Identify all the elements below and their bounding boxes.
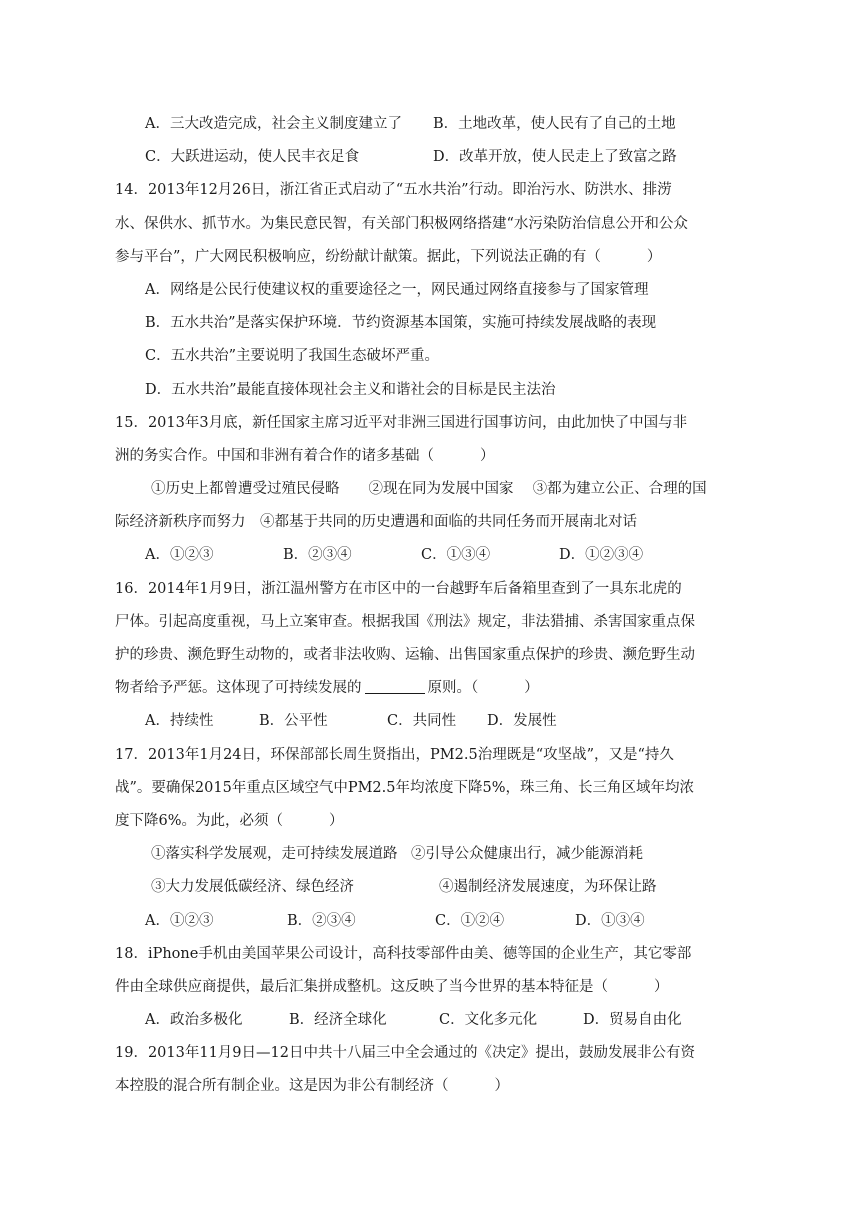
q15-stem-end: ） [480, 447, 495, 464]
q14-stem-line: 水、保供水、抓节水。为集民意民智，有关部门积极网络搭建“水污染防治信息公开和公众 [115, 215, 688, 232]
question-content [115, 108, 735, 1104]
q17-stem-end: ） [329, 812, 344, 829]
q17-items-row1 [115, 838, 735, 871]
q17-option-a: A．①②③ [145, 912, 214, 929]
q14-stem-line [115, 241, 735, 274]
q15-option-c: C．①③④ [421, 547, 491, 564]
q13-option-a: A．三大改造完成，社会主义制度建立了 [145, 116, 402, 132]
q15-stem-text: 洲的务实合作。中国和非洲有着合作的诸多基础（ [115, 447, 434, 464]
q14-stem-line: 14．2013年12月26日，浙江省正式启动了“五水共治”行动。即治污水、防洪水、排涝 [115, 182, 672, 199]
q14-stem-text: 参与平台”，广大网民积极响应，纷纷献计献策。据此，下列说法正确的有（ [115, 248, 601, 265]
q17-items-row2 [115, 871, 735, 904]
q16-stem-line: 尸体。引起高度重视，马上立案审查。根据我国《刑法》规定，非法猎捕、杀害国家重点保 [115, 613, 695, 630]
q16-answer-blank [365, 679, 425, 695]
q13-option-c: C．大跃进运动，使人民丰衣足食 [145, 149, 360, 166]
q16-stem-end: ） [524, 680, 539, 697]
q16-option-c: C．共同性 [387, 713, 457, 730]
q16-options [115, 705, 735, 738]
q17-item-2: ②引导公众健康出行，减少能源消耗 [411, 846, 643, 863]
q18-option-d: D．贸易自由化 [583, 1012, 682, 1029]
q14-option-b: B．五水共治”是落实保护环境．节约资源基本国策，实施可持续发展战略的表现 [145, 315, 657, 332]
q15-option-b: B．②③④ [283, 547, 352, 564]
q17-option-c: C．①②④ [435, 912, 505, 929]
q17-stem-line [115, 805, 735, 838]
q15-items-line: 际经济新秩序而努力 ④都基于共同的历史遭遇和面临的共同任务而开展南北对话 [115, 514, 637, 531]
q17-options [115, 905, 735, 938]
q13-option-b: B．土地改革，使人民有了自己的土地 [433, 116, 676, 132]
q17-stem-line: 战”。要确保2015年重点区域空气中PM2.5年均浓度下降5%，珠三角、长三角区域年均浓 [115, 779, 694, 796]
q16-stem-text: 原则。（ [427, 680, 479, 697]
q16-option-b: B．公平性 [259, 713, 328, 730]
q18-options [115, 1004, 735, 1037]
q16-stem-line: 16．2014年1月9日，浙江温州警方在市区中的一台越野车后备箱里查到了一具东北虎的 [115, 580, 682, 597]
q18-stem-end: ） [654, 978, 669, 995]
q17-item-4: ④遏制经济发展速度，为环保让路 [439, 879, 657, 896]
q14-option-d: D．五水共治”最能直接体现社会主义和谐社会的目标是民主法治 [145, 381, 556, 398]
q14-option-a: A．网络是公民行使建议权的重要途径之一，网民通过网络直接参与了国家管理 [145, 281, 649, 298]
q16-stem-line: 护的珍贵、濒危野生动物的，或者非法收购、运输、出售国家重点保护的珍贵、濒危野生动 [115, 647, 695, 663]
q15-options [115, 539, 735, 572]
q18-option-a: A．政治多极化 [145, 1012, 243, 1029]
q13-options-row2 [115, 141, 735, 174]
q17-item-3: ③大力发展低碳经济、绿色经济 [151, 879, 354, 896]
q17-stem-text: 度下降6%。为此，必须（ [115, 812, 284, 829]
q15-stem-line: 15．2013年3月底，新任国家主席习近平对非洲三国进行国事访问，由此加快了中国与非 [115, 414, 688, 431]
q17-stem-line: 17．2013年1月24日，环保部部长周生贤指出，PM2.5治理既是“攻坚战”，又是“持久 [115, 746, 674, 763]
q14-option-c: C．五水共治”主要说明了我国生态破坏严重。 [145, 348, 440, 365]
q16-option-a: A．持续性 [145, 713, 214, 730]
q13-option-d: D．改革开放，使人民走上了致富之路 [433, 149, 677, 166]
q15-option-a: A．①②③ [145, 547, 214, 564]
q19-stem-line: 19．2013年11月9日—12日中共十八届三中全会通过的《决定》提出，鼓励发展非公有资 [115, 1045, 695, 1062]
q18-option-b: B．经济全球化 [289, 1012, 387, 1029]
q18-stem-line: 18．iPhone手机由美国苹果公司设计，高科技零部件由美、德等国的企业生产，其它零部 [115, 945, 692, 962]
q16-stem-line [115, 672, 735, 705]
q17-item-1: ①落实科学发展观，走可持续发展道路 [151, 846, 398, 863]
q17-option-d: D．①③④ [575, 912, 645, 929]
q19-stem-end: ） [494, 1078, 509, 1095]
q15-option-d: D．①②③④ [559, 547, 644, 564]
q13-options-row1 [115, 108, 735, 141]
q15-items-line: ①历史上都曾遭受过殖民侵略 ②现在同为发展中国家 ③都为建立公正、合理的国 [151, 481, 707, 498]
q16-stem-text: 物者给予严惩。这体现了可持续发展的 [115, 680, 362, 697]
q16-option-d: D．发展性 [487, 713, 557, 730]
q19-stem-text: 本控股的混合所有制企业。这是因为非公有制经济（ [115, 1078, 449, 1095]
q18-stem-line [115, 971, 735, 1004]
q14-stem-end: ） [646, 248, 662, 265]
q18-stem-text: 件由全球供应商提供，最后汇集拼成整机。这反映了当今世界的基本特征是（ [115, 978, 608, 995]
q17-option-b: B．②③④ [287, 912, 356, 929]
q19-stem-line [115, 1070, 735, 1103]
q15-stem-line [115, 440, 735, 473]
q18-option-c: C．文化多元化 [439, 1012, 538, 1029]
